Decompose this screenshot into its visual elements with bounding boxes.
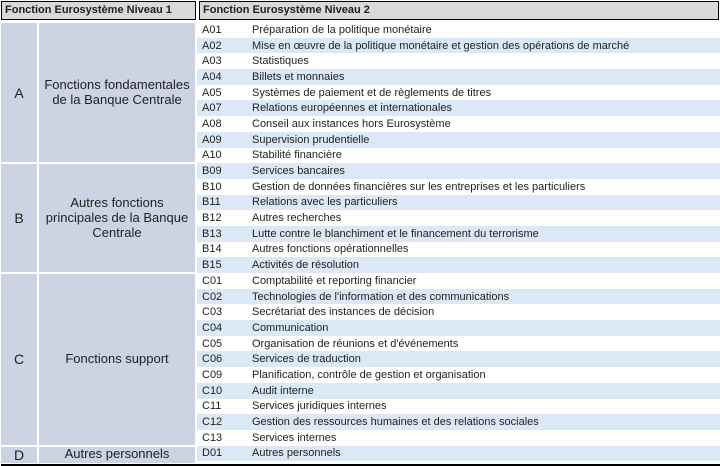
function-code-cell: A07 bbox=[202, 102, 222, 115]
function-description-cell: Organisation de réunions et d'événements bbox=[252, 337, 459, 350]
table-row bbox=[197, 336, 720, 352]
function-code-cell: C12 bbox=[202, 416, 223, 429]
function-description-cell: Gestion de données financières sur les entreprises et les particuliers bbox=[252, 180, 586, 193]
table-row bbox=[197, 257, 720, 273]
group-letter-cell: D bbox=[1, 447, 37, 463]
group-label-cell: Fonctions support bbox=[39, 274, 195, 445]
function-description-cell: Activités de résolution bbox=[252, 259, 359, 272]
function-code-cell: C09 bbox=[202, 368, 223, 381]
table-body bbox=[1, 22, 720, 466]
table-row bbox=[197, 116, 720, 132]
table-row bbox=[197, 351, 720, 367]
function-code-cell: B12 bbox=[202, 212, 222, 225]
table-row bbox=[197, 195, 720, 211]
group-letter-cell: B bbox=[1, 164, 37, 272]
group-rows bbox=[197, 22, 720, 163]
function-description-cell: Relations européennes et internationales bbox=[252, 102, 452, 115]
table-row bbox=[197, 446, 720, 462]
table-row bbox=[197, 273, 720, 289]
function-code-cell: C13 bbox=[202, 431, 223, 444]
table-row bbox=[197, 242, 720, 258]
function-code-cell: C05 bbox=[202, 337, 223, 350]
table-row bbox=[197, 148, 720, 164]
table-row bbox=[197, 210, 720, 226]
table-row bbox=[197, 399, 720, 415]
function-group bbox=[1, 446, 720, 464]
group-label-cell: Autres personnels bbox=[39, 447, 195, 463]
function-description-cell: Autres recherches bbox=[252, 212, 342, 225]
table-row bbox=[197, 69, 720, 85]
function-code-cell: B15 bbox=[202, 259, 222, 272]
function-description-cell: Lutte contre le blanchiment et le financement du terrorisme bbox=[252, 227, 539, 240]
function-code-cell: A04 bbox=[202, 70, 222, 83]
function-code-cell: A03 bbox=[202, 55, 222, 68]
function-description-cell: Stabilité financière bbox=[252, 149, 342, 162]
function-description-cell: Secrétariat des instances de décision bbox=[252, 306, 435, 319]
function-code-cell: A09 bbox=[202, 133, 222, 146]
function-group bbox=[1, 22, 720, 163]
function-code-cell: B14 bbox=[202, 243, 222, 256]
function-description-cell: Supervision prudentielle bbox=[252, 133, 370, 146]
function-description-cell: Communication bbox=[252, 321, 329, 334]
header-cell-niveau1: Fonction Eurosystème Niveau 1 bbox=[1, 1, 196, 20]
function-description-cell: Comptabilité et reporting financier bbox=[252, 274, 417, 287]
function-description-cell: Préparation de la politique monétaire bbox=[252, 23, 432, 36]
group-rows bbox=[197, 446, 720, 464]
table-row bbox=[197, 226, 720, 242]
function-group bbox=[1, 163, 720, 273]
function-code-cell: C10 bbox=[202, 384, 223, 397]
table-row bbox=[197, 163, 720, 179]
table-row bbox=[197, 38, 720, 54]
function-description-cell: Services internes bbox=[252, 431, 337, 444]
group-letter-cell: C bbox=[1, 274, 37, 445]
function-description-cell: Technologies de l'information et des communications bbox=[252, 290, 510, 303]
function-code-cell: C04 bbox=[202, 321, 223, 334]
table-row bbox=[197, 53, 720, 69]
table-row bbox=[197, 179, 720, 195]
function-code-cell: A10 bbox=[202, 149, 222, 162]
table-header-row bbox=[1, 1, 720, 20]
function-description-cell: Services bancaires bbox=[252, 165, 345, 178]
function-description-cell: Systèmes de paiement et de règlements de titres bbox=[252, 86, 492, 99]
table-row bbox=[197, 85, 720, 101]
function-description-cell: Services de traduction bbox=[252, 353, 361, 366]
function-code-cell: A08 bbox=[202, 117, 222, 130]
function-description-cell: Gestion des ressources humaines et des relations sociales bbox=[252, 416, 539, 429]
table-row bbox=[197, 430, 720, 446]
function-code-cell: D01 bbox=[202, 447, 223, 460]
table-row bbox=[197, 367, 720, 383]
table-row bbox=[197, 22, 720, 38]
table-row bbox=[197, 304, 720, 320]
function-code-cell: A02 bbox=[202, 39, 222, 52]
header-cell-niveau2: Fonction Eurosystème Niveau 2 bbox=[199, 1, 719, 20]
function-code-cell: A05 bbox=[202, 86, 222, 99]
function-code-cell: C06 bbox=[202, 353, 223, 366]
function-group bbox=[1, 273, 720, 446]
function-code-cell: B11 bbox=[202, 196, 221, 209]
group-rows bbox=[197, 273, 720, 446]
table-row bbox=[197, 100, 720, 116]
table-row bbox=[197, 132, 720, 148]
function-code-cell: C03 bbox=[202, 306, 223, 319]
function-description-cell: Audit interne bbox=[252, 384, 314, 397]
function-description-cell: Mise en œuvre de la politique monétaire et gestion des opérations de marché bbox=[252, 39, 630, 52]
function-code-cell: B10 bbox=[202, 180, 222, 193]
function-description-cell: Billets et monnaies bbox=[252, 70, 345, 83]
group-label-cell: Fonctions fondamentales de la Banque Centrale bbox=[39, 23, 195, 162]
function-description-cell: Planification, contrôle de gestion et organisation bbox=[252, 368, 486, 381]
table-row bbox=[197, 289, 720, 305]
function-description-cell: Conseil aux instances hors Eurosystème bbox=[252, 117, 451, 130]
function-code-cell: A01 bbox=[202, 23, 222, 36]
function-code-cell: B13 bbox=[202, 227, 222, 240]
function-code-cell: C11 bbox=[202, 400, 222, 413]
function-description-cell: Services juridiques internes bbox=[252, 400, 387, 413]
group-letter-cell: A bbox=[1, 23, 37, 162]
function-code-cell: C02 bbox=[202, 290, 223, 303]
function-description-cell: Statistiques bbox=[252, 55, 309, 68]
table-row bbox=[197, 320, 720, 336]
group-rows bbox=[197, 163, 720, 273]
function-code-cell: B09 bbox=[202, 165, 222, 178]
function-description-cell: Relations avec les particuliers bbox=[252, 196, 398, 209]
function-description-cell: Autres fonctions opérationnelles bbox=[252, 243, 409, 256]
group-label-cell: Autres fonctions principales de la Banque Centrale bbox=[39, 164, 195, 272]
table-row bbox=[197, 414, 720, 430]
function-description-cell: Autres personnels bbox=[252, 447, 341, 460]
function-code-cell: C01 bbox=[202, 274, 223, 287]
table-row bbox=[197, 383, 720, 399]
